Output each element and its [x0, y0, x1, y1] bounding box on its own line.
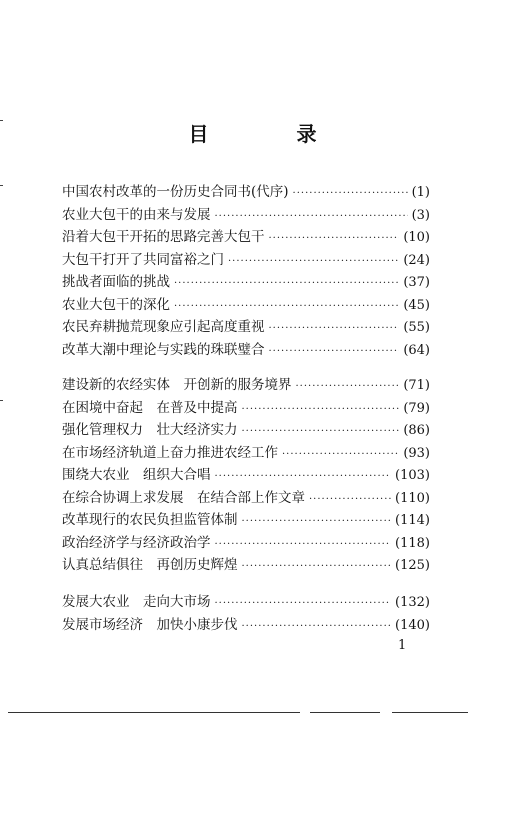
toc-entry-page: (93)	[403, 445, 430, 461]
toc-leader-dots	[228, 256, 399, 267]
toc-leader-dots	[309, 494, 391, 505]
rule-gap	[300, 710, 310, 715]
toc-leader-dots	[282, 449, 399, 460]
toc-entry[interactable]	[62, 613, 430, 636]
bottom-rule	[8, 712, 468, 713]
toc-entry[interactable]	[62, 338, 430, 361]
toc-group-1	[62, 180, 430, 360]
toc-entry[interactable]	[62, 590, 430, 613]
toc-entry-title: 在市场经济轨道上奋力推进农经工作	[62, 444, 278, 461]
toc-entry-page: (118)	[395, 535, 430, 551]
toc-entry-title: 在困境中奋起 在普及中提高	[62, 399, 238, 416]
toc-leader-dots	[293, 188, 408, 199]
toc-entry-page: (55)	[403, 320, 430, 335]
toc-entry-title: 挑战者面临的挑战	[62, 274, 170, 290]
toc-entry[interactable]	[62, 531, 430, 554]
toc-entry-page: (64)	[403, 342, 430, 358]
toc-leader-dots	[215, 598, 392, 609]
toc-entry-page: (1)	[411, 185, 430, 200]
toc-entry-page: (79)	[403, 400, 430, 416]
toc-leader-dots	[242, 561, 392, 572]
toc-entry-page: (140)	[395, 617, 430, 633]
toc-entry-title: 围绕大农业 组织大合唱	[62, 467, 211, 483]
toc-leader-dots	[242, 516, 392, 527]
toc-leader-dots	[215, 471, 392, 482]
toc-entry[interactable]	[62, 373, 430, 396]
toc-entry-page: (132)	[395, 595, 430, 610]
toc-leader-dots	[174, 301, 399, 312]
toc-entry[interactable]	[62, 270, 430, 293]
margin-mark	[0, 185, 3, 186]
toc-entry-page: (103)	[395, 468, 430, 483]
toc-leader-dots	[215, 211, 408, 222]
toc-entry-title: 中国农村改革的一份历史合同书(代序)	[62, 184, 289, 200]
toc-entry-title: 发展市场经济 加快小康步伐	[62, 616, 238, 633]
toc-entry[interactable]	[62, 486, 430, 509]
toc-entry-page: (86)	[403, 423, 430, 438]
toc-entry[interactable]	[62, 441, 430, 464]
margin-mark	[0, 400, 3, 401]
toc-entry-title: 农民弃耕抛荒现象应引起高度重视	[62, 319, 265, 335]
toc-entry-title: 建设新的农经实体 开创新的服务境界	[62, 377, 292, 393]
toc-entry-title: 改革现行的农民负担监管体制	[62, 512, 238, 528]
toc-group-3	[62, 590, 430, 635]
toc-entry-page: (37)	[403, 275, 430, 290]
toc-leader-dots	[215, 539, 392, 550]
margin-mark	[0, 120, 3, 121]
toc-entry[interactable]	[62, 553, 430, 576]
toc-entry[interactable]	[62, 203, 430, 226]
toc-entry-title: 农业大包干的深化	[62, 296, 170, 313]
toc-leader-dots	[269, 323, 400, 334]
toc-entry-page: (125)	[395, 558, 430, 573]
toc-entry-title: 在综合协调上求发展 在结合部上作文章	[62, 489, 305, 506]
toc-leader-dots	[296, 381, 400, 392]
toc-entry-title: 农业大包干的由来与发展	[62, 206, 211, 223]
toc-entry[interactable]	[62, 463, 430, 486]
toc-entry-title: 强化管理权力 壮大经济实力	[62, 422, 238, 438]
toc-leader-dots	[242, 404, 400, 415]
toc-entry-page: (71)	[403, 378, 430, 393]
toc-entry-title: 认真总结俱往 再创历史辉煌	[62, 557, 238, 573]
toc-entry-title: 发展大农业 走向大市场	[62, 594, 211, 610]
toc-entry[interactable]	[62, 396, 430, 419]
toc-entry[interactable]	[62, 315, 430, 338]
toc-entry-page: (110)	[395, 490, 430, 506]
toc-entry[interactable]	[62, 293, 430, 316]
toc-entry[interactable]	[62, 508, 430, 531]
toc-entry[interactable]	[62, 248, 430, 271]
rule-gap	[380, 710, 392, 715]
toc-entry-page: (45)	[403, 297, 430, 313]
toc-entry[interactable]	[62, 418, 430, 441]
toc-leader-dots	[269, 233, 400, 244]
page-title: 目 录	[188, 122, 351, 146]
toc-entry-title: 改革大潮中理论与实践的珠联璧合	[62, 341, 265, 358]
toc-leader-dots	[269, 346, 400, 357]
toc-entry-page: (3)	[411, 207, 430, 223]
toc-entry-title: 大包干打开了共同富裕之门	[62, 251, 224, 268]
page-number: 1	[398, 638, 407, 653]
toc-entry-title: 政治经济学与经济政治学	[62, 534, 211, 551]
toc-entry-page: (10)	[403, 230, 430, 245]
toc-entry[interactable]	[62, 180, 430, 203]
toc-entry-title: 沿着大包干开拓的思路完善大包干	[62, 229, 265, 245]
toc-entry-page: (24)	[403, 252, 430, 268]
toc-leader-dots	[174, 278, 399, 289]
toc-entry[interactable]	[62, 225, 430, 248]
toc-entry-page: (114)	[395, 513, 430, 528]
toc-leader-dots	[242, 426, 400, 437]
toc-leader-dots	[242, 621, 392, 632]
toc-group-2	[62, 373, 430, 576]
